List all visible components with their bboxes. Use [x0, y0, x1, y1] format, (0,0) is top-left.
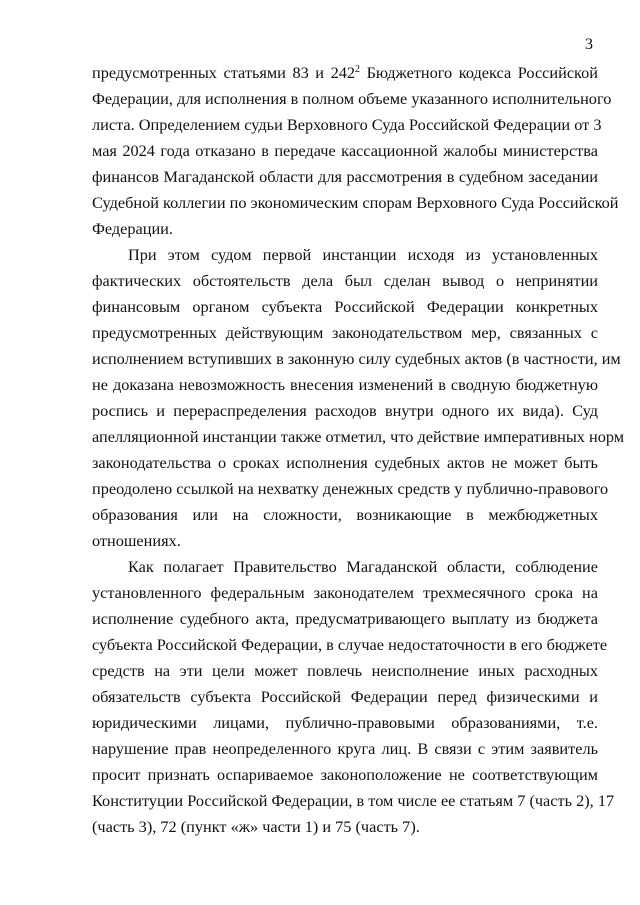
text-line: роспись и перераспределения расходов внутри одного их вида). Суд [92, 401, 598, 420]
text-line: юридическими лицами, публично-правовыми образованиями, т.е. [92, 713, 598, 732]
text-line: субъекта Российской Федерации, в случае недостаточности в его бюджете [92, 635, 608, 654]
text-line: отношениях. [92, 531, 181, 550]
text-line: предусмотренных статьями 83 и $242^2$ Бюджетного кодекса Российской [92, 63, 598, 82]
text-line: установленного федеральным законодателем трехмесячного срока на [92, 583, 598, 602]
text-line: финансов Магаданской области для рассмотрения в судебном заседании [92, 167, 598, 186]
text-line: финансовым органом субъекта Российской Федерации конкретных [92, 297, 598, 316]
text-line: При этом судом первой инстанции исходя из установленных [128, 245, 598, 264]
text-line: образования или на сложности, возникающие в межбюджетных [92, 505, 598, 524]
text-line: средств на эти цели может повлечь неисполнение иных расходных [92, 661, 598, 680]
text-line: апелляционной инстанции также отметил, что действие императивных норм [92, 427, 625, 446]
text-line: Судебной коллегии по экономическим спорам Верховного Суда Российской [92, 193, 619, 212]
text-line: нарушение прав неопределенного круга лиц. В связи с этим заявитель [92, 739, 598, 758]
text-line: не доказана невозможность внесения изменений в сводную бюджетную [92, 375, 598, 394]
text-line: законодательства о сроках исполнения судебных актов не может быть [92, 453, 598, 472]
text-line: Как полагает Правительство Магаданской области, соблюдение [128, 557, 598, 576]
superscript: 2 [355, 64, 361, 75]
text-line: обязательств субъекта Российской Федерации перед физическими и [92, 687, 598, 706]
page-number: 3 [585, 36, 593, 53]
text-line: Конституции Российской Федерации, в том числе ее статьям 7 (часть 2), 17 [92, 791, 615, 810]
text-line: (часть 3), 72 (пункт «ж» части 1) и 75 (часть 7). [92, 817, 420, 836]
text-line: мая 2024 года отказано в передаче кассационной жалобы министерства [92, 141, 598, 160]
text-line: просит признать оспариваемое законоположение не соответствующим [92, 765, 598, 784]
text-line: листа. Определением судьи Верховного Суда Российской Федерации от 3 [92, 115, 602, 134]
text-line: исполнение судебного акта, предусматривающего выплату из бюджета [92, 609, 598, 628]
text-line: предусмотренных действующим законодательством мер, связанных с [92, 323, 598, 342]
text-line: Федерации. [92, 219, 173, 238]
text-line: фактических обстоятельств дела был сделан вывод о непринятии [92, 271, 598, 290]
text-line: Федерации, для исполнения в полном объеме указанного исполнительного [92, 89, 612, 108]
text-line: исполнением вступивших в законную силу судебных актов (в частности, им [92, 349, 621, 368]
text-line: преодолено ссылкой на нехватку денежных средств у публично-правового [92, 479, 609, 498]
